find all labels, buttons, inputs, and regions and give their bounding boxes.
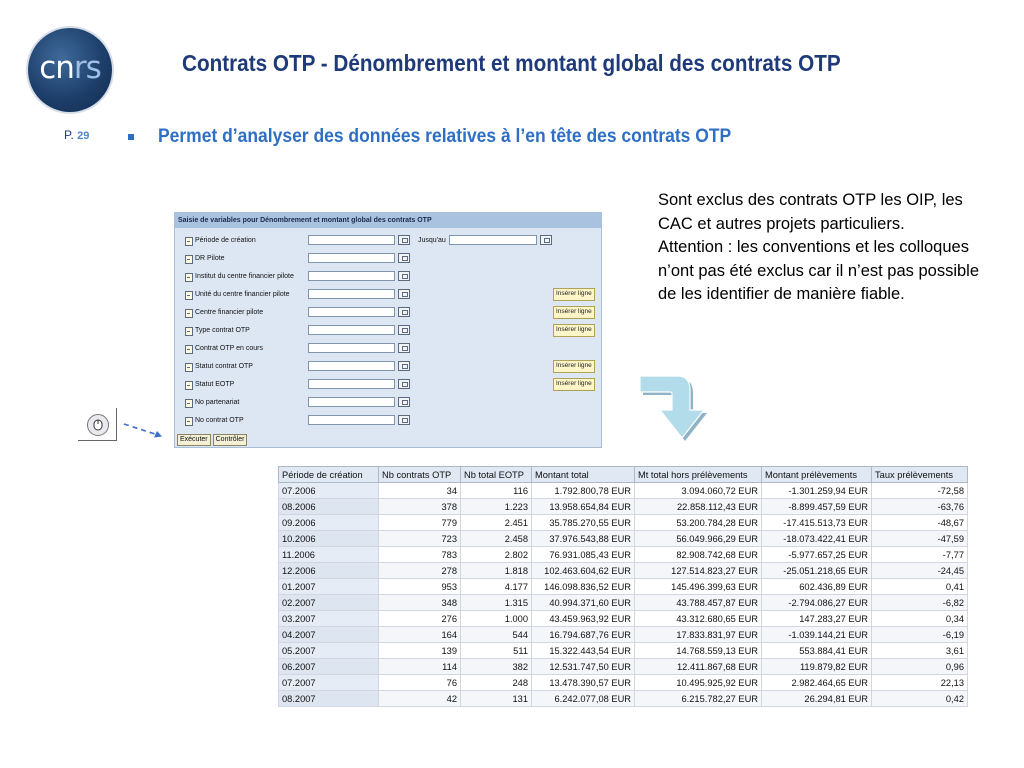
table-cell: -72,58 bbox=[872, 483, 968, 499]
table-cell: 03.2007 bbox=[279, 611, 379, 627]
table-cell: 4.177 bbox=[461, 579, 532, 595]
multiple-selection-icon[interactable] bbox=[398, 343, 410, 353]
sap-field-row bbox=[175, 235, 603, 248]
table-cell: 953 bbox=[379, 579, 461, 595]
check-button[interactable]: Contrôler bbox=[213, 434, 248, 446]
field-label: DR Pilote bbox=[195, 255, 225, 262]
field-input[interactable] bbox=[308, 307, 395, 317]
table-cell: 2.451 bbox=[461, 515, 532, 531]
multiple-selection-icon[interactable] bbox=[398, 325, 410, 335]
table-cell: -48,67 bbox=[872, 515, 968, 531]
table-cell: 40.994.371,60 EUR bbox=[532, 595, 635, 611]
variable-icon bbox=[185, 237, 193, 246]
table-cell: -6,82 bbox=[872, 595, 968, 611]
table-cell: 22.858.112,43 EUR bbox=[635, 499, 762, 515]
variable-icon bbox=[185, 417, 193, 426]
field-input[interactable] bbox=[308, 343, 395, 353]
multiple-selection-icon[interactable] bbox=[398, 379, 410, 389]
table-cell: 82.908.742,68 EUR bbox=[635, 547, 762, 563]
table-cell: -63,76 bbox=[872, 499, 968, 515]
table-cell: 382 bbox=[461, 659, 532, 675]
table-cell: -18.073.422,41 EUR bbox=[762, 531, 872, 547]
table-cell: 11.2006 bbox=[279, 547, 379, 563]
results-table bbox=[278, 466, 968, 707]
table-cell: 723 bbox=[379, 531, 461, 547]
table-row bbox=[279, 595, 968, 611]
variable-icon bbox=[185, 291, 193, 300]
field-label: Type contrat OTP bbox=[195, 327, 250, 334]
sap-field-row bbox=[175, 271, 603, 284]
page-number: P. 29 bbox=[64, 128, 90, 142]
table-row bbox=[279, 531, 968, 547]
insert-row-button[interactable]: Insérer ligne bbox=[553, 324, 595, 337]
table-cell: 37.976.543,88 EUR bbox=[532, 531, 635, 547]
field-label: Unité du centre financier pilote bbox=[195, 291, 290, 298]
table-cell: 147.283,27 EUR bbox=[762, 611, 872, 627]
note-text bbox=[658, 189, 988, 307]
column-header[interactable]: Mt total hors prélèvements bbox=[635, 467, 762, 483]
table-cell: 1.818 bbox=[461, 563, 532, 579]
bullet-line bbox=[128, 126, 781, 148]
sap-field-row bbox=[175, 415, 603, 428]
variable-icon bbox=[185, 399, 193, 408]
table-cell: 278 bbox=[379, 563, 461, 579]
field-label: Centre financier pilote bbox=[195, 309, 264, 316]
table-cell: -6,19 bbox=[872, 627, 968, 643]
table-cell: 76.931.085,43 EUR bbox=[532, 547, 635, 563]
cnrs-logo bbox=[28, 28, 112, 112]
table-cell: 10.2006 bbox=[279, 531, 379, 547]
table-row bbox=[279, 691, 968, 707]
table-cell: 16.794.687,76 EUR bbox=[532, 627, 635, 643]
table-row bbox=[279, 643, 968, 659]
table-row bbox=[279, 499, 968, 515]
variable-icon bbox=[185, 381, 193, 390]
table-cell: 348 bbox=[379, 595, 461, 611]
table-cell: -24,45 bbox=[872, 563, 968, 579]
multiple-selection-icon[interactable] bbox=[398, 415, 410, 425]
table-row bbox=[279, 547, 968, 563]
table-cell: 17.833.831,97 EUR bbox=[635, 627, 762, 643]
column-header[interactable]: Nb contrats OTP bbox=[379, 467, 461, 483]
table-cell: 1.315 bbox=[461, 595, 532, 611]
table-cell: 131 bbox=[461, 691, 532, 707]
execute-button[interactable]: Exécuter bbox=[177, 434, 211, 446]
sap-field-row bbox=[175, 307, 603, 320]
multiple-selection-icon[interactable] bbox=[398, 307, 410, 317]
bullet-icon bbox=[128, 134, 134, 140]
table-cell: 08.2006 bbox=[279, 499, 379, 515]
table-row bbox=[279, 627, 968, 643]
variable-icon bbox=[185, 273, 193, 282]
table-cell: 12.2006 bbox=[279, 563, 379, 579]
field-input[interactable] bbox=[308, 397, 395, 407]
table-cell: 139 bbox=[379, 643, 461, 659]
table-cell: 779 bbox=[379, 515, 461, 531]
table-cell: 146.098.836,52 EUR bbox=[532, 579, 635, 595]
sap-field-row bbox=[175, 397, 603, 410]
table-cell: 0,96 bbox=[872, 659, 968, 675]
column-header[interactable]: Période de création bbox=[279, 467, 379, 483]
multiple-selection-icon[interactable] bbox=[398, 361, 410, 371]
table-header-row bbox=[279, 467, 968, 483]
table-cell: 602.436,89 EUR bbox=[762, 579, 872, 595]
table-cell: 378 bbox=[379, 499, 461, 515]
multiple-selection-icon[interactable] bbox=[540, 235, 552, 245]
sap-field-row bbox=[175, 289, 603, 302]
table-cell: 04.2007 bbox=[279, 627, 379, 643]
table-cell: 13.958.654,84 EUR bbox=[532, 499, 635, 515]
sap-field-row bbox=[175, 325, 603, 338]
note-line-1: Sont exclus des contrats OTP les OIP, les CAC et autres projets particuliers. bbox=[658, 191, 963, 233]
table-cell: 116 bbox=[461, 483, 532, 499]
table-cell: 06.2007 bbox=[279, 659, 379, 675]
table-body bbox=[279, 483, 968, 707]
sap-buttons bbox=[177, 434, 247, 446]
table-cell: -25.051.218,65 EUR bbox=[762, 563, 872, 579]
table-cell: -1.039.144,21 EUR bbox=[762, 627, 872, 643]
to-label: Jusqu'au bbox=[418, 237, 446, 244]
variable-icon bbox=[185, 345, 193, 354]
variable-icon bbox=[185, 327, 193, 336]
column-header[interactable]: Nb total EOTP bbox=[461, 467, 532, 483]
field-label: No partenariat bbox=[195, 399, 240, 406]
subtitle: Permet d’analyser des données relatives à l’en tête des contrats OTP bbox=[158, 126, 732, 147]
table-cell: 1.000 bbox=[461, 611, 532, 627]
table-cell: 22,13 bbox=[872, 675, 968, 691]
field-input[interactable] bbox=[308, 253, 395, 263]
column-header[interactable]: Montant prélèvements bbox=[762, 467, 872, 483]
table-cell: 12.411.867,68 EUR bbox=[635, 659, 762, 675]
table-row bbox=[279, 675, 968, 691]
table-cell: 14.768.559,13 EUR bbox=[635, 643, 762, 659]
table-cell: 43.788.457,87 EUR bbox=[635, 595, 762, 611]
table-cell: 1.792.800,78 EUR bbox=[532, 483, 635, 499]
field-input[interactable] bbox=[308, 325, 395, 335]
field-input[interactable] bbox=[308, 379, 395, 389]
insert-row-button[interactable]: Insérer ligne bbox=[553, 288, 595, 301]
table-cell: 6.242.077,08 EUR bbox=[532, 691, 635, 707]
variable-icon bbox=[185, 255, 193, 264]
insert-row-button[interactable]: Insérer ligne bbox=[553, 360, 595, 373]
table-cell: 43.459.963,92 EUR bbox=[532, 611, 635, 627]
table-cell: 26.294,81 EUR bbox=[762, 691, 872, 707]
table-cell: 2.458 bbox=[461, 531, 532, 547]
table-cell: 07.2006 bbox=[279, 483, 379, 499]
sap-field-row bbox=[175, 379, 603, 392]
table-cell: 0,42 bbox=[872, 691, 968, 707]
table-cell: 783 bbox=[379, 547, 461, 563]
sap-field-row bbox=[175, 343, 603, 356]
table-cell: -17.415.513,73 EUR bbox=[762, 515, 872, 531]
multiple-selection-icon[interactable] bbox=[398, 253, 410, 263]
sap-field-row bbox=[175, 253, 603, 266]
field-input[interactable] bbox=[308, 289, 395, 299]
table-cell: -7,77 bbox=[872, 547, 968, 563]
table-row bbox=[279, 563, 968, 579]
note-line-2: Attention : les conventions et les colloques n’ont pas été exclus car il n’est pas possible de les identifier de manière fiable. bbox=[658, 238, 980, 303]
table-cell: -8.899.457,59 EUR bbox=[762, 499, 872, 515]
table-cell: 544 bbox=[461, 627, 532, 643]
table-cell: 511 bbox=[461, 643, 532, 659]
insert-row-button[interactable]: Insérer ligne bbox=[553, 378, 595, 391]
table-cell: 43.312.680,65 EUR bbox=[635, 611, 762, 627]
column-header[interactable]: Montant total bbox=[532, 467, 635, 483]
variable-icon bbox=[185, 309, 193, 318]
table-cell: 53.200.784,28 EUR bbox=[635, 515, 762, 531]
table-row bbox=[279, 659, 968, 675]
multiple-selection-icon[interactable] bbox=[398, 271, 410, 281]
mouse-icon bbox=[87, 414, 109, 436]
page-title: Contrats OTP - Dénombrement et montant global des contrats OTP bbox=[182, 50, 841, 76]
table-cell: 15.322.443,54 EUR bbox=[532, 643, 635, 659]
table-cell: 35.785.270,55 EUR bbox=[532, 515, 635, 531]
table-cell: 3.094.060,72 EUR bbox=[635, 483, 762, 499]
table-cell: -1.301.259,94 EUR bbox=[762, 483, 872, 499]
multiple-selection-icon[interactable] bbox=[398, 235, 410, 245]
multiple-selection-icon[interactable] bbox=[398, 289, 410, 299]
table-row bbox=[279, 579, 968, 595]
table-row bbox=[279, 611, 968, 627]
field-input[interactable] bbox=[308, 361, 395, 371]
table-cell: -5.977.657,25 EUR bbox=[762, 547, 872, 563]
table-cell: 02.2007 bbox=[279, 595, 379, 611]
field-label: Contrat OTP en cours bbox=[195, 345, 263, 352]
field-label: Statut contrat OTP bbox=[195, 363, 253, 370]
dashed-arrow-icon bbox=[122, 418, 166, 440]
sap-field-row bbox=[175, 361, 603, 374]
table-cell: -47,59 bbox=[872, 531, 968, 547]
variable-icon bbox=[185, 363, 193, 372]
field-input[interactable] bbox=[308, 415, 395, 425]
table-cell: 0,34 bbox=[872, 611, 968, 627]
table-cell: 05.2007 bbox=[279, 643, 379, 659]
field-input-to[interactable] bbox=[449, 235, 537, 245]
table-cell: 10.495.925,92 EUR bbox=[635, 675, 762, 691]
table-cell: -2.794.086,27 EUR bbox=[762, 595, 872, 611]
table-cell: 34 bbox=[379, 483, 461, 499]
table-cell: 01.2007 bbox=[279, 579, 379, 595]
field-label: Institut du centre financier pilote bbox=[195, 273, 294, 280]
table-cell: 2.982.464,65 EUR bbox=[762, 675, 872, 691]
field-label: Statut EOTP bbox=[195, 381, 235, 388]
multiple-selection-icon[interactable] bbox=[398, 397, 410, 407]
field-label: No contrat OTP bbox=[195, 417, 244, 424]
table-row bbox=[279, 483, 968, 499]
table-cell: 127.514.823,27 EUR bbox=[635, 563, 762, 579]
table-cell: 114 bbox=[379, 659, 461, 675]
sap-header: Saisie de variables pour Dénombrement et montant global des contrats OTP bbox=[175, 213, 601, 228]
table-cell: 145.496.399,63 EUR bbox=[635, 579, 762, 595]
table-cell: 248 bbox=[461, 675, 532, 691]
table-cell: 164 bbox=[379, 627, 461, 643]
table-cell: 2.802 bbox=[461, 547, 532, 563]
field-label: Période de création bbox=[195, 237, 256, 244]
field-input[interactable] bbox=[308, 271, 395, 281]
table-cell: 553.884,41 EUR bbox=[762, 643, 872, 659]
field-input[interactable] bbox=[308, 235, 395, 245]
table-cell: 276 bbox=[379, 611, 461, 627]
table-cell: 08.2007 bbox=[279, 691, 379, 707]
table-cell: 102.463.604,62 EUR bbox=[532, 563, 635, 579]
table-cell: 6.215.782,27 EUR bbox=[635, 691, 762, 707]
table-row bbox=[279, 515, 968, 531]
table-cell: 13.478.390,57 EUR bbox=[532, 675, 635, 691]
table-cell: 42 bbox=[379, 691, 461, 707]
column-header[interactable]: Taux prélèvements bbox=[872, 467, 968, 483]
table-cell: 1.223 bbox=[461, 499, 532, 515]
table-cell: 3,61 bbox=[872, 643, 968, 659]
table-cell: 0,41 bbox=[872, 579, 968, 595]
table-cell: 76 bbox=[379, 675, 461, 691]
insert-row-button[interactable]: Insérer ligne bbox=[553, 306, 595, 319]
table-cell: 12.531.747,50 EUR bbox=[532, 659, 635, 675]
sap-variable-screen bbox=[174, 212, 602, 448]
table-cell: 07.2007 bbox=[279, 675, 379, 691]
table-cell: 56.049.966,29 EUR bbox=[635, 531, 762, 547]
logo-text: cnrs bbox=[39, 50, 101, 86]
table-cell: 119.879,82 EUR bbox=[762, 659, 872, 675]
table-cell: 09.2006 bbox=[279, 515, 379, 531]
down-arrow-icon bbox=[638, 372, 710, 442]
